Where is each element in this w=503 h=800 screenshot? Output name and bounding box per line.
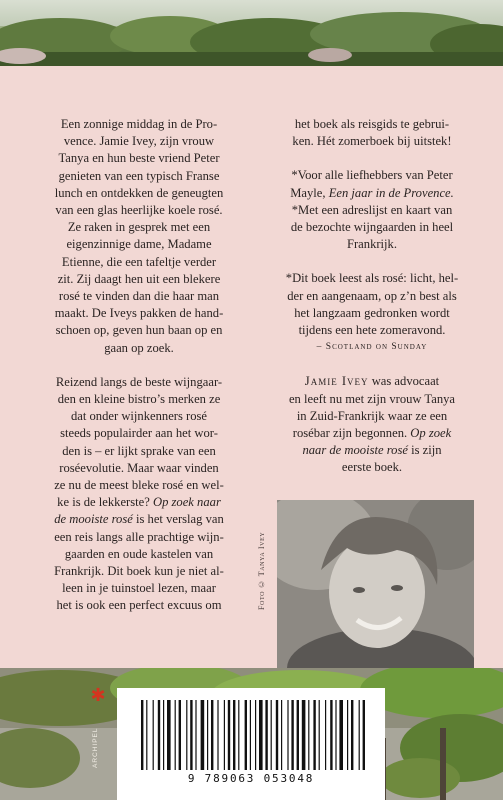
bio-text: is zijn xyxy=(411,443,442,458)
intro-line: lunch en ontdekken de geneugten xyxy=(54,185,224,200)
intro-line: Een zonnige middag in de Pro- xyxy=(60,117,218,131)
barcode-bar xyxy=(330,700,332,770)
barcode-bar xyxy=(281,700,282,770)
landscape-illustration xyxy=(0,0,503,66)
barcode-bar xyxy=(297,700,299,770)
book-title: Op zoek xyxy=(410,426,452,441)
body-line: een reis langs alle prachtige wijn- xyxy=(54,529,224,544)
body-line-text: ke is de lekkerste? xyxy=(57,495,150,510)
barcode-bar xyxy=(302,700,306,770)
barcode-bar xyxy=(313,700,315,770)
barcode-bar xyxy=(207,700,208,770)
bullet-line: Frankrijk. xyxy=(346,237,398,252)
author-portrait-illustration xyxy=(277,500,474,668)
author-photo xyxy=(277,500,474,668)
barcode-bars xyxy=(117,688,385,772)
body-line: Frankrijk. Dit boek kun je niet al- xyxy=(54,564,224,579)
body-line: Reizend langs de beste wijngaar- xyxy=(55,374,223,389)
intro-line: rosé te vinden dan die haar man xyxy=(58,289,220,304)
body-line: roséevolutie. Maar waar vinden xyxy=(59,460,219,475)
barcode-bar xyxy=(233,700,235,770)
intro-line: eigenzinnige dame, Madame xyxy=(66,237,212,252)
barcode-bar xyxy=(250,700,251,770)
body-line: het boek als reisgids te gebrui- xyxy=(294,117,450,131)
book-title: de mooiste rosé xyxy=(54,512,133,527)
left-text-column xyxy=(33,116,245,615)
barcode-bar xyxy=(158,700,160,770)
quote-source: – Scotland on Sunday xyxy=(316,342,428,353)
bullet-line: de bezochte wijngaarden in heel xyxy=(290,220,454,235)
barcode-bar xyxy=(255,700,256,770)
barcode-bar xyxy=(211,700,213,770)
body-line: ken. Hét zomerboek bij uitstek! xyxy=(292,134,452,149)
bullet-line: *Met een adreslijst en kaart van xyxy=(291,202,453,217)
barcode-bar xyxy=(167,700,171,770)
barcode-bar xyxy=(363,700,365,770)
intro-line: Tanya en hun beste vriend Peter xyxy=(58,151,220,166)
bio-line: eerste boek. xyxy=(341,460,403,475)
intro-line: van een glas heerlijke koele rosé. xyxy=(55,203,223,218)
barcode-bar xyxy=(291,700,293,770)
intro-line: Ze raken in gesprek met een xyxy=(67,220,211,235)
intro-line: maakt. De Iveys pakken de hand- xyxy=(54,306,224,321)
barcode-bar xyxy=(276,700,278,770)
isbn-barcode-number: 9 789063 053048 xyxy=(187,772,315,785)
barcode-bar xyxy=(141,700,143,770)
barcode-bar xyxy=(351,700,353,770)
body-line xyxy=(33,494,245,511)
intro-line: vence. Jamie Ivey, zijn vrouw xyxy=(63,134,215,149)
barcode-bar xyxy=(287,700,288,770)
bio-line: in Zuid-Frankrijk waar ze een xyxy=(296,408,448,423)
barcode-bar xyxy=(201,700,205,770)
barcode-bar xyxy=(217,700,218,770)
barcode-bar xyxy=(190,700,192,770)
bullet-line: *Voor alle liefhebbers van Peter xyxy=(291,168,453,183)
barcode-bar xyxy=(238,700,239,770)
publisher-logo-star-icon: ✱ xyxy=(90,685,106,706)
barcode-bar xyxy=(265,700,267,770)
bullet-text: Mayle, xyxy=(290,185,326,200)
intro-line: zit. Zij daagt hen uit een blekere xyxy=(57,271,221,286)
body-line: steeds populairder aan het wor- xyxy=(60,426,218,441)
body-line: leen in je tuinstoel lezen, maar xyxy=(62,581,216,596)
body-line: gaarden en oude kastelen van xyxy=(64,546,214,561)
barcode-bar xyxy=(339,700,343,770)
barcode-bar xyxy=(153,700,154,770)
bio-line: en leeft nu met zijn vrouw Tanya xyxy=(288,391,456,406)
barcode-bar xyxy=(319,700,320,770)
publisher-name: ARCHIPEL xyxy=(92,727,99,768)
body-line: den is – er lijkt sprake van een xyxy=(62,443,216,458)
barcode-bar xyxy=(359,700,360,770)
quote-line: *Dit boek leest als rosé: licht, hel- xyxy=(285,271,459,286)
quote-line: tijdens een hete zomeravond. xyxy=(298,323,446,338)
bio-line xyxy=(258,442,486,459)
bio-text: rosébar zijn begonnen. xyxy=(292,426,408,441)
barcode-bar xyxy=(186,700,187,770)
quote-line: het langzaam gedronken wordt xyxy=(294,305,450,320)
body-line: dat onder wijnkenners rosé xyxy=(70,409,208,424)
barcode-bar xyxy=(335,700,336,770)
barcode-bar xyxy=(175,700,176,770)
bullet-line xyxy=(258,185,486,202)
barcode-bar xyxy=(325,700,326,770)
body-line: ze nu de meest bleke rosé en wel- xyxy=(54,478,224,493)
body-line-text: is het verslag van xyxy=(135,512,224,527)
barcode-bar xyxy=(308,700,309,770)
body-line: het is ook een perfect excuus om xyxy=(56,598,222,613)
author-name: Jamie Ivey xyxy=(304,374,369,389)
body-line: den en kleine bistro’s merken ze xyxy=(57,392,221,407)
quote-line: der en aangenaam, op z’n best als xyxy=(287,288,457,303)
bio-line xyxy=(258,425,486,442)
intro-line: gaan op zoek. xyxy=(104,340,174,355)
bio-line xyxy=(258,373,486,390)
barcode-bar xyxy=(259,700,263,770)
barcode-bar xyxy=(179,700,181,770)
book-title: Een jaar in de Provence. xyxy=(328,185,454,200)
barcode-bar xyxy=(271,700,272,770)
cover-top-landscape-photo xyxy=(0,0,503,66)
intro-line: Etienne, die een tafeltje verder xyxy=(61,254,217,269)
barcode-bar xyxy=(224,700,225,770)
barcode-bar xyxy=(245,700,247,770)
barcode-bar xyxy=(195,700,196,770)
barcode-bar xyxy=(228,700,230,770)
barcode-bar xyxy=(163,700,164,770)
book-title: naar de mooiste rosé xyxy=(302,443,408,458)
right-text-column xyxy=(258,116,486,477)
intro-line: genieten van een typisch Franse xyxy=(58,168,220,183)
book-title: Op zoek naar xyxy=(152,495,221,510)
intro-line: schoen op, geven hun baan op en xyxy=(55,323,223,338)
body-line xyxy=(33,511,245,528)
bio-text: was advocaat xyxy=(371,374,440,389)
barcode-bar xyxy=(347,700,348,770)
photo-credit: Foto © Tanya Ivey xyxy=(257,531,266,610)
barcode-bar xyxy=(146,700,147,770)
